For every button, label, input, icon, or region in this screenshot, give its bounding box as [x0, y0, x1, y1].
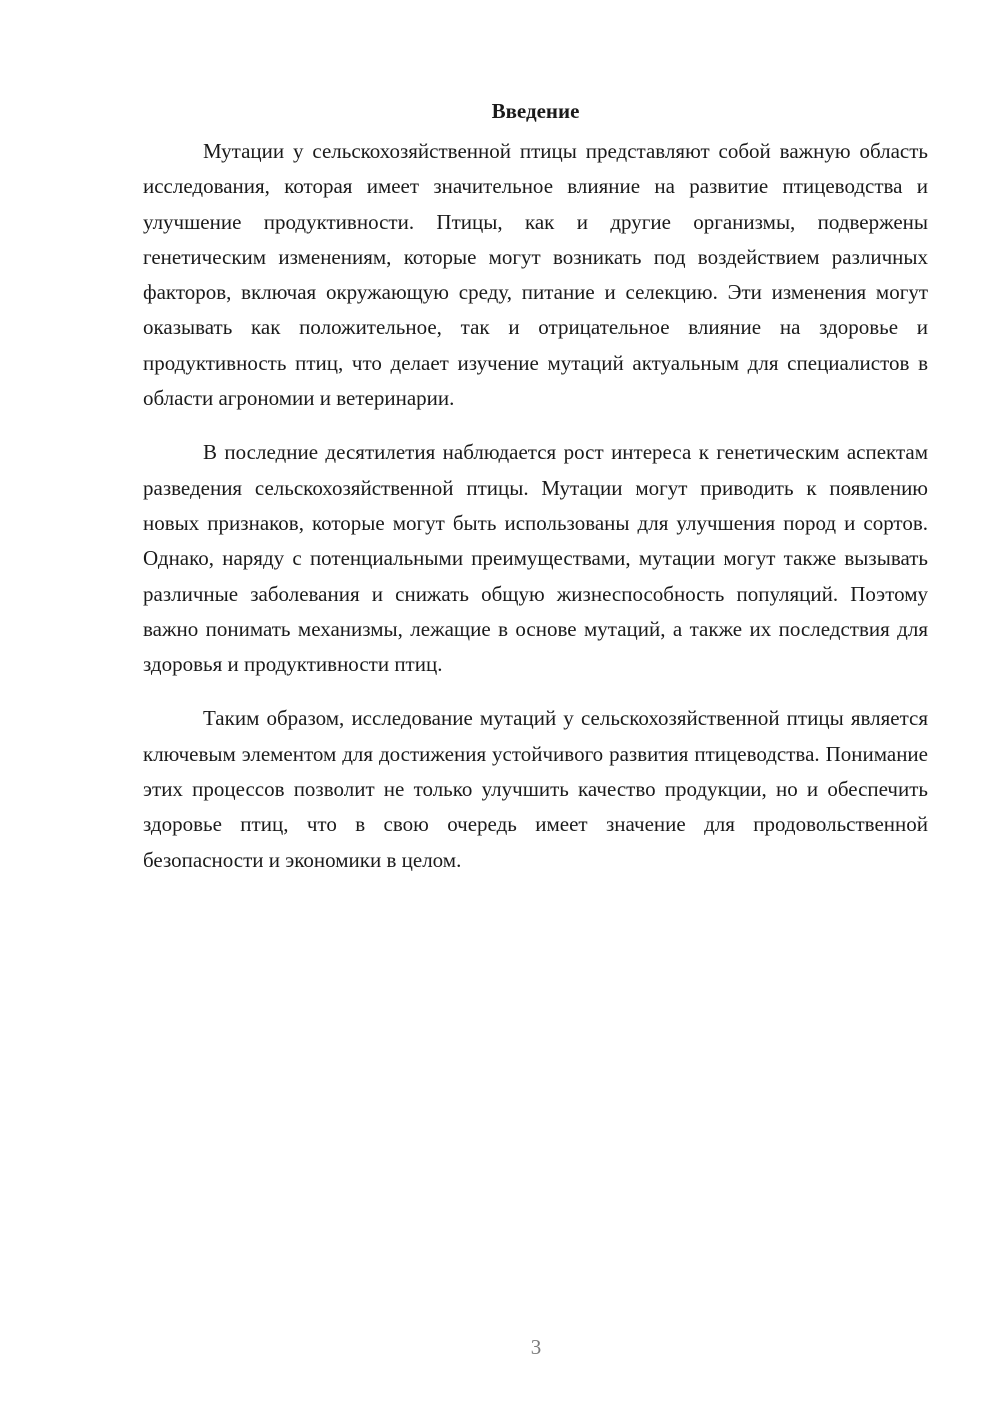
paragraph-2: В последние десятилетия наблюдается рост интереса к генетическим аспектам разведения сельскохозяйственной птицы. Мутации могут приводить к появлению новых признаков, которые могут быть использованы для улучшения пород и сортов. Однако, наряду с потенциальными преимуществами, мутации могут также вызывать различные заболевания и снижать общую жизнеспособность популяций. Поэтому важно понимать механизмы, лежащие в основе мутаций, а также их последствия для здоровья и продуктивности птиц. — [143, 440, 928, 677]
paragraph-1: Мутации у сельскохозяйственной птицы представляют собой важную область исследования, которая имеет значительное влияние на развитие птицеводства и улучшение продуктивности. Птицы, как и другие организмы, подвержены генетическим изменениям, которые могут возникать под воздействием различных факторов, включая окружающую среду, питание и селекцию. Эти изменения могут оказывать как положительное, так и отрицательное влияние на здоровье и продуктивность птиц, что делает изучение мутаций актуальным для специалистов в области агрономии и ветеринарии. — [143, 139, 928, 411]
page-content — [143, 96, 928, 897]
page-number: 3 — [530, 1335, 542, 1359]
section-heading: Введение — [491, 99, 580, 123]
paragraph-3: Таким образом, исследование мутаций у сельскохозяйственной птицы является ключевым элементом для достижения устойчивого развития птицеводства. Понимание этих процессов позволит не только улучшить качество продукции, но и обеспечить здоровье птиц, что в свою очередь имеет значение для продовольственной безопасности и экономики в целом. — [143, 706, 928, 872]
